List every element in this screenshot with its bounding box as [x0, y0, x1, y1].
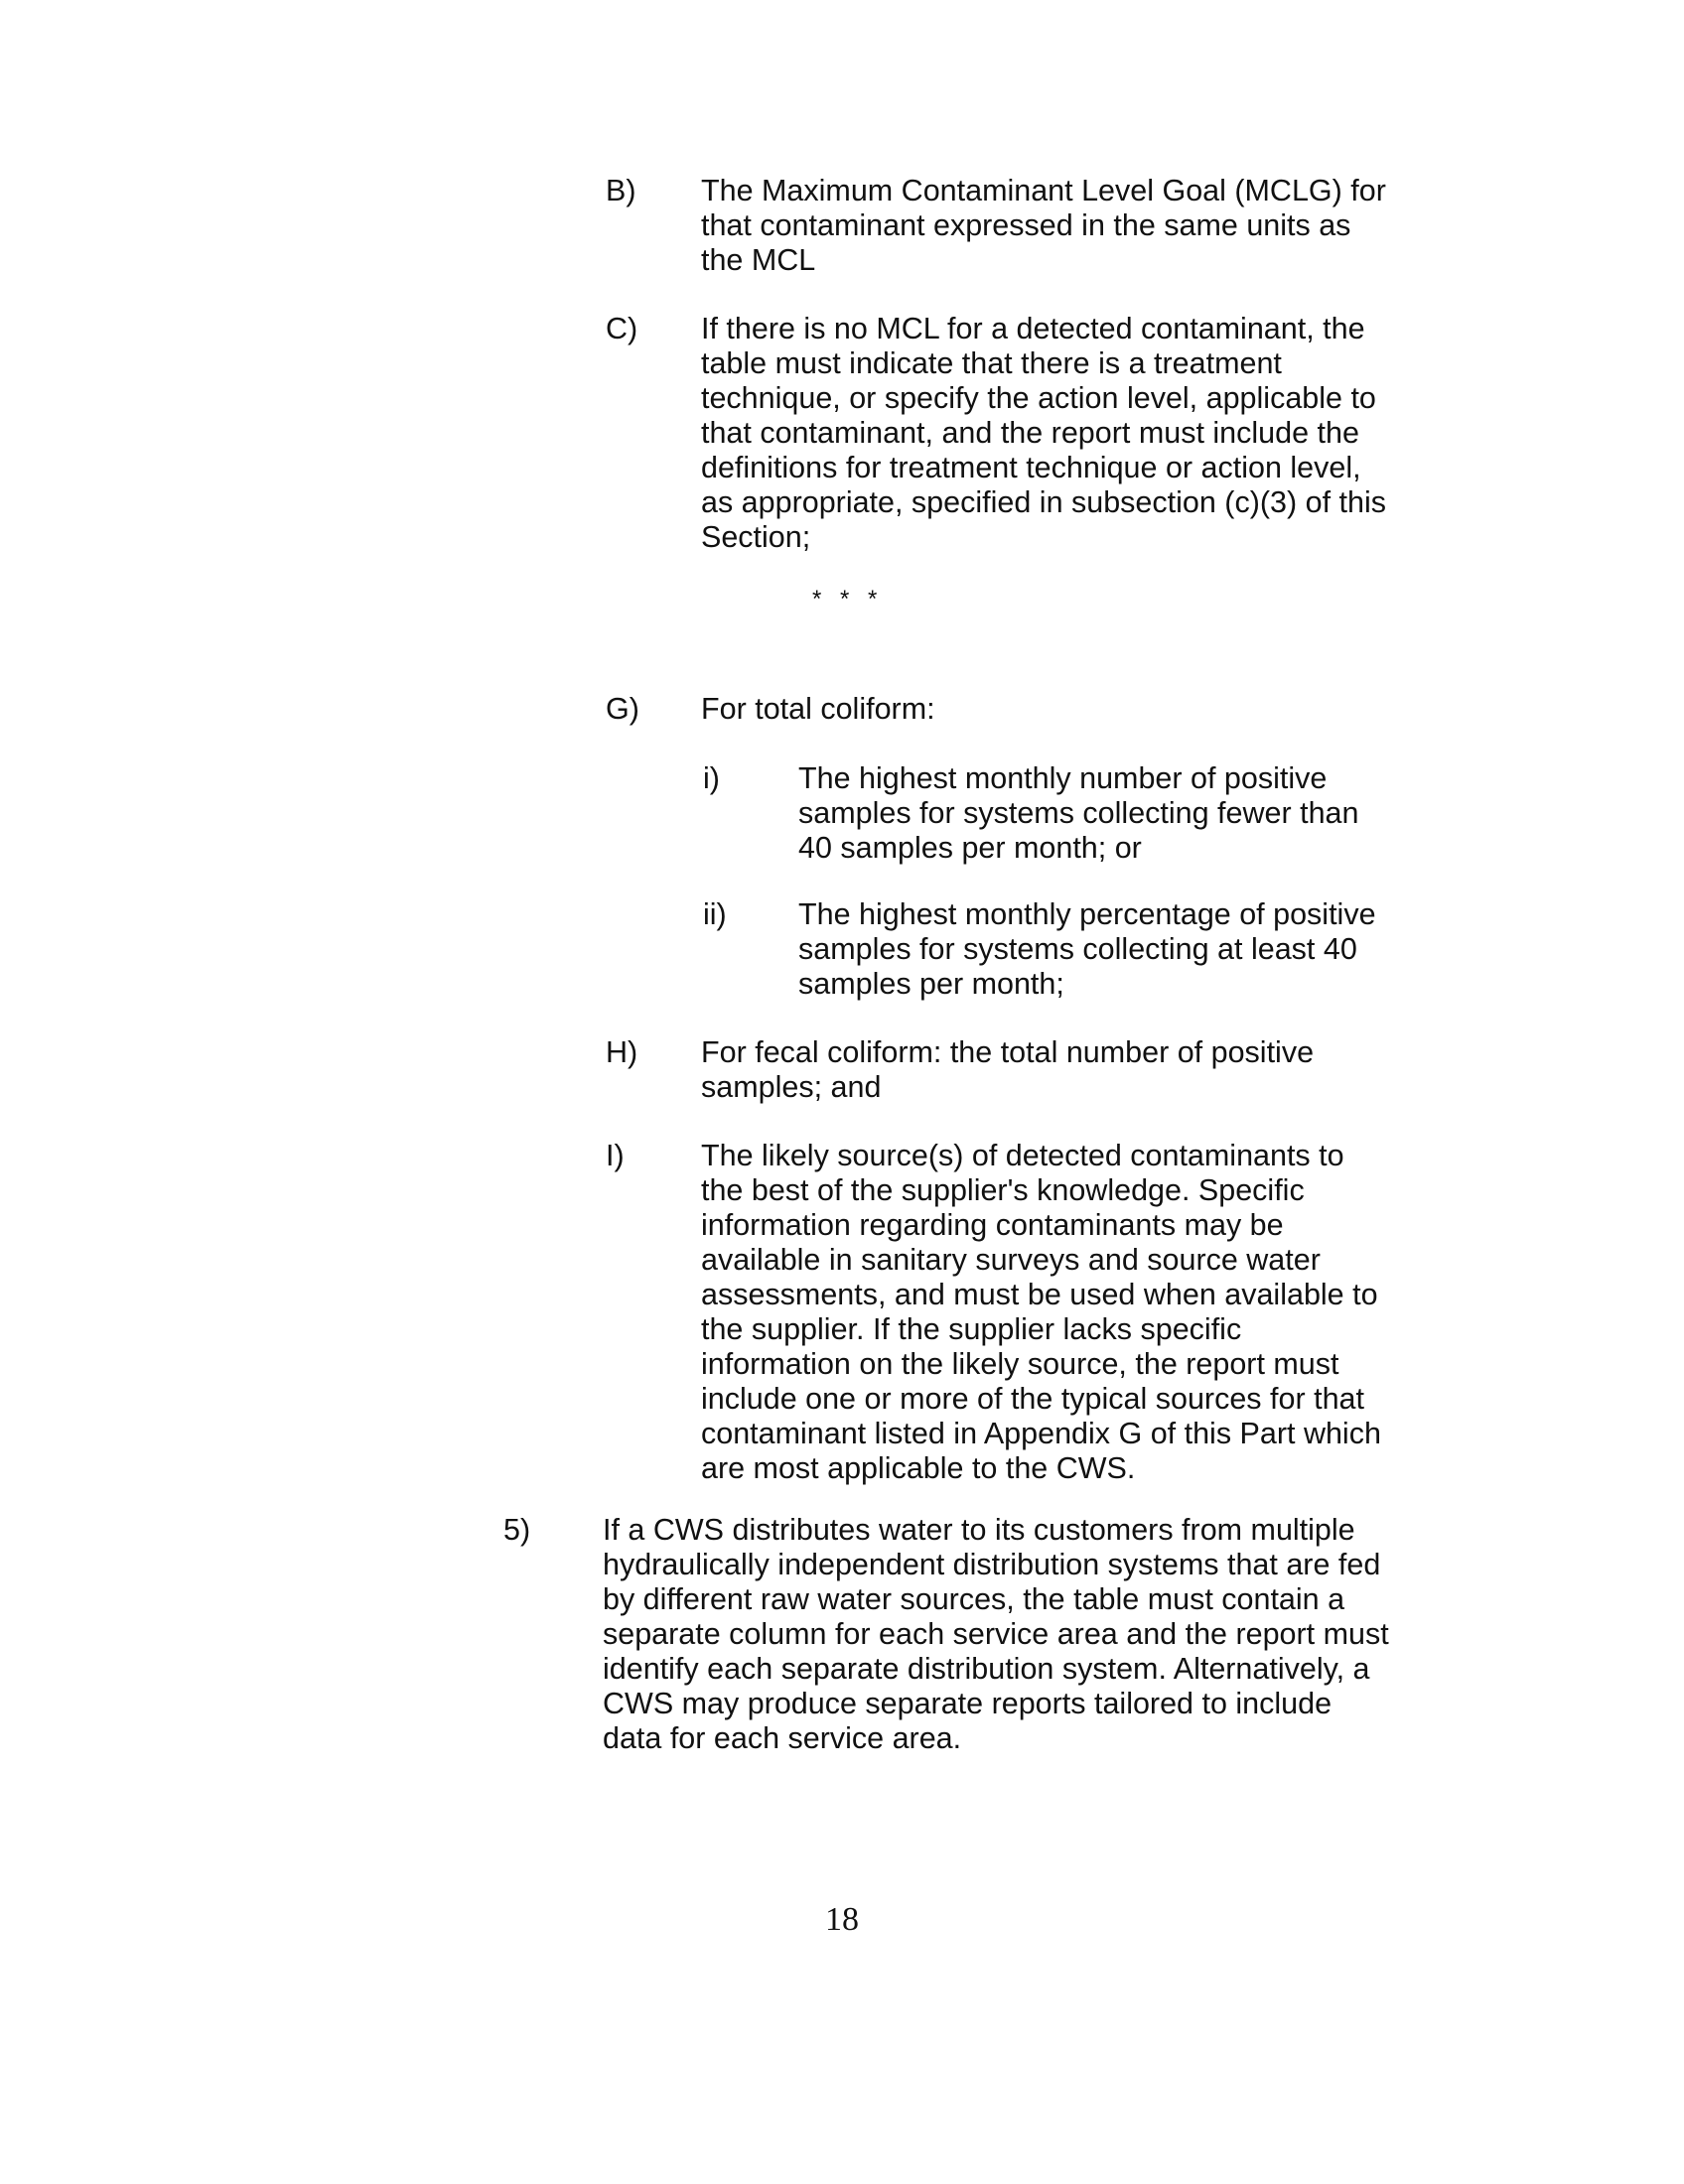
text-line: samples for systems collecting at least 40: [798, 932, 1357, 966]
text-line: the best of the supplier's knowledge. Specific: [701, 1173, 1305, 1207]
text-line: CWS may produce separate reports tailored to include: [603, 1687, 1333, 1720]
text-line: include one or more of the typical sources for that: [701, 1382, 1364, 1416]
text-line: as appropriate, specified in subsection (c)(3) of this: [701, 485, 1386, 519]
omission-marker: * * *: [812, 586, 884, 613]
item-text: [701, 174, 1386, 278]
text-line: The highest monthly number of positive: [798, 761, 1328, 795]
text-line: that contaminant, and the report must include the: [701, 416, 1359, 450]
text-line: are most applicable to the CWS.: [701, 1451, 1136, 1485]
text-line: samples per month;: [798, 967, 1064, 1001]
item-text: [701, 1035, 1314, 1105]
text-line: The highest monthly percentage of positive: [798, 897, 1376, 931]
text-line: that contaminant expressed in the same units as: [701, 208, 1351, 242]
item-text: [798, 897, 1376, 1002]
text-line: The Maximum Contaminant Level Goal (MCLG) for: [701, 174, 1386, 207]
text-line: Section;: [701, 520, 811, 554]
text-line: table must indicate that there is a treatment: [701, 346, 1282, 380]
text-line: information regarding contaminants may be: [701, 1208, 1284, 1242]
text-line: information on the likely source, the report must: [701, 1347, 1339, 1381]
text-line: contaminant listed in Appendix G of this Part which: [701, 1417, 1381, 1450]
item-text: [701, 312, 1386, 555]
text-line: If a CWS distributes water to its customers from multiple: [603, 1513, 1355, 1547]
text-line: identify each separate distribution system. Alternatively, a: [603, 1652, 1370, 1686]
text-line: 40 samples per month; or: [798, 831, 1142, 865]
item-text: [798, 761, 1358, 866]
text-line: the MCL: [701, 243, 816, 277]
text-line: hydraulically independent distribution systems that are fed: [603, 1548, 1381, 1581]
text-line: technique, or specify the action level, applicable to: [701, 381, 1376, 415]
text-line: available in sanitary surveys and source water: [701, 1243, 1321, 1277]
page-number: 18: [825, 1901, 859, 1938]
item-text: [603, 1513, 1389, 1756]
text-line: For total coliform:: [701, 692, 935, 726]
item-text: [701, 1139, 1381, 1486]
item-marker: ii): [703, 897, 727, 931]
item-marker: 5): [503, 1513, 531, 1547]
item-marker: I): [606, 1139, 625, 1172]
item-text: [701, 692, 935, 727]
item-marker: C): [606, 312, 638, 345]
text-line: data for each service area.: [603, 1721, 962, 1755]
item-marker: i): [703, 761, 720, 795]
text-line: assessments, and must be used when available to: [701, 1278, 1378, 1311]
text-line: samples; and: [701, 1070, 882, 1104]
text-line: the supplier. If the supplier lacks specific: [701, 1312, 1242, 1346]
text-line: separate column for each service area and the report must: [603, 1617, 1389, 1651]
item-marker: H): [606, 1035, 638, 1069]
text-line: by different raw water sources, the table must contain a: [603, 1582, 1345, 1616]
text-line: samples for systems collecting fewer than: [798, 796, 1359, 830]
text-line: definitions for treatment technique or action level,: [701, 451, 1361, 484]
text-line: The likely source(s) of detected contaminants to: [701, 1139, 1344, 1172]
text-line: If there is no MCL for a detected contaminant, the: [701, 312, 1365, 345]
item-marker: B): [606, 174, 636, 207]
text-line: For fecal coliform: the total number of positive: [701, 1035, 1315, 1069]
item-marker: G): [606, 692, 639, 726]
